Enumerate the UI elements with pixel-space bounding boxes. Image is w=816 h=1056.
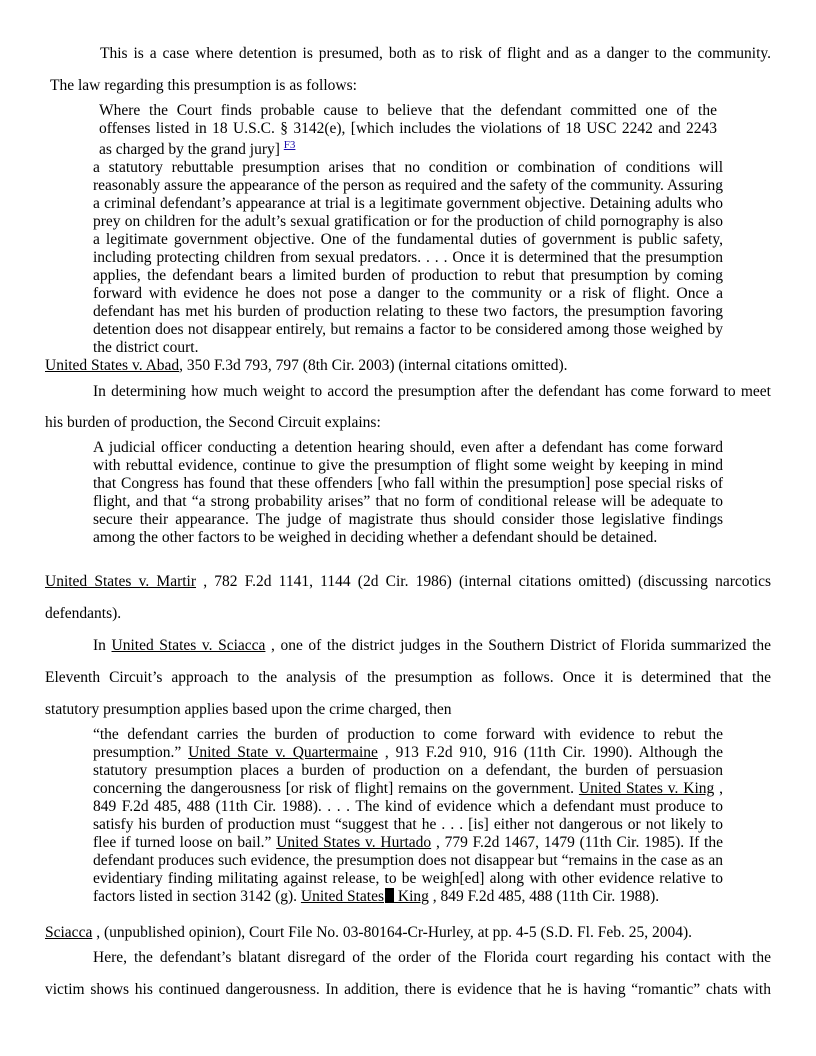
case-citation: King [394,888,429,905]
paragraph-line: The law regarding this presumption is as follows: [50,77,357,94]
blockquote-line [99,138,296,159]
citation-text: , 350 F.3d 793, 797 (8th Cir. 2003) (internal citations omitted). [179,357,568,374]
paragraph-text: In [93,637,106,654]
citation-text: , 782 F.2d 1141, 1144 (2d Cir. 1986) (internal citations omitted) (discussing narcotics [203,573,772,590]
paragraph-text: , one of the district judges in the Southern District of Florida summarized the [271,637,772,654]
blockquote-text: as charged by the grand jury] [99,141,280,158]
case-citation: United States v. King [578,780,715,797]
citation [45,573,771,591]
paragraph-line: his burden of production, the Second Circuit explains: [45,414,381,431]
paragraph-line: Eleventh Circuit’s approach to the analysis of the presumption as follows. Once it is determined that the [45,669,771,686]
paragraph-line: This is a case where detention is presumed, both as to risk of flight and as a danger to the community. [100,45,771,62]
case-citation: United State v. Quartermaine [188,744,378,761]
citation [45,924,692,942]
quote-text: , 849 F.2d 485, 488 (11th Cir. 1988). . . . The kind of evidence which a defendant must produce to satisfy his burden of production must “suggest that he . . . [is] either not dangerous or not likely to flee if turned loose on bail.” [93,780,724,851]
redaction-block [385,888,394,903]
paragraph-line [93,637,771,655]
case-citation: United States [300,888,385,905]
paragraph-line: victim shows his continued dangerousness. In addition, there is evidence that he is having “romantic” chats with [45,981,771,998]
footnote-link[interactable]: F3 [283,138,296,151]
quote-text: , 913 F.2d 910, 916 (11th Cir. 1990). Although the statutory presumption places a burden of production on a defendant, the burden of persuasion concerning the dangerousness [or risk of flight] remains on the government. [93,744,723,797]
case-citation: United States v. Martir [45,573,197,590]
blockquote-text [93,726,723,906]
case-citation: United States v. Abad [45,357,180,374]
paragraph-line: In determining how much weight to accord the presumption after the defendant has come forward to meet [93,383,771,400]
quote-text: “the defendant carries the burden of production to come forward with evidence to rebut the presumption.” [93,726,723,761]
quote-text: , 779 F.2d 1467, 1479 (11th Cir. 1985). If the defendant produces such evidence, the presumption does not disappear but “remains in the case as an evidentiary finding militating against release, to be weigh[ed] along with other evidence relative to factors listed in section 3142 (g). [93,834,723,905]
blockquote-line: offenses listed in 18 U.S.C. § 3142(e), [which includes the violations of 18 USC 2242 and 2243 [99,120,717,137]
citation-line: defendants). [45,605,122,622]
case-citation: United States v. Sciacca [111,637,266,654]
citation [45,357,568,375]
quote-text: , 849 F.2d 485, 488 (11th Cir. 1988). [428,888,660,905]
citation-text: , (unpublished opinion), Court File No. 03-80164-Cr-Hurley, at pp. 4-5 (S.D. Fl. Feb. 25, 2004). [92,924,693,941]
blockquote-line: Where the Court finds probable cause to believe that the defendant committed one of the [99,102,717,119]
blockquote-body [93,726,723,906]
blockquote-text: a statutory rebuttable presumption arises that no condition or combination of conditions will reasonably assure the appearance of the person as required and the safety of the community. Assuring a criminal defendant’s appearance at trial is a legitimate government objective. Detaining adults who prey on children for the adult’s sexual gratification or for the production of child pornography is also a legitimate government objective. One of the fundamental duties of government is public safety, including protecting children from sexual predators. . . . Once it is determined that the presumption applies, the defendant bears a limited burden of production to rebut that presumption by coming forward with evidence he does not pose a danger to the community or a risk of flight. Once a defendant has met his burden of production relating to these two factors, the presumption favoring detention does not disappear entirely, but remains a factor to be considered among those weighed by the district court. [93,159,723,356]
case-citation: United States v. Hurtado [276,834,432,851]
case-citation: Sciacca [45,924,93,941]
paragraph-line: Here, the defendant’s blatant disregard of the order of the Florida court regarding his contact with the [93,949,771,966]
blockquote-body [93,159,723,357]
blockquote-body [93,439,723,547]
blockquote-text: A judicial officer conducting a detention hearing should, even after a defendant has come forward with rebuttal evidence, continue to give the presumption of flight some weight by keeping in mind that Congress has found that these offenders [who fall within the presumption] pose special risks of flight, and that “a strong probability arises” that no form of conditional release will be adequate to secure their appearance. The judge of magistrate thus should consider those legislative findings among the other factors to be weighed in deciding whether a defendant should be detained. [93,439,723,546]
paragraph-line: statutory presumption applies based upon the crime charged, then [45,701,452,718]
